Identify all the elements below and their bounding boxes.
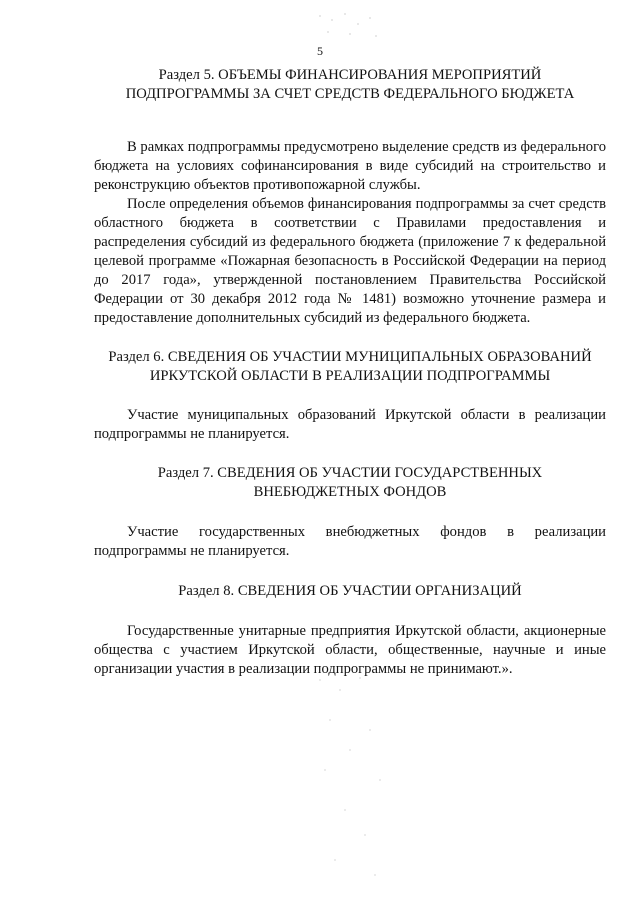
heading-line: Раздел 6. СВЕДЕНИЯ ОБ УЧАСТИИ МУНИЦИПАЛЬНЫХ ОБРАЗОВАНИЙ [108,349,592,365]
page-number: 5 [317,44,323,58]
section-5-heading [94,66,606,104]
section-6-heading [94,348,606,386]
heading-line: ВНЕБЮДЖЕТНЫХ ФОНДОВ [253,484,447,500]
section-6-paragraph: Участие муниципальных образований Иркутской области в реализации подпрограммы не планируется. [94,407,606,442]
section-8-heading [94,582,606,601]
section-7-heading [94,464,606,502]
section-8-paragraph: Государственные унитарные предприятия Иркутской области, акционерные общества с участием Иркутской области, общественные, научные и иные организации участия в реализации подпрограммы не принимают.». [94,623,606,677]
heading-line: Раздел 5. ОБЪЕМЫ ФИНАНСИРОВАНИЯ МЕРОПРИЯТИЙ [158,67,542,83]
stamp-mark-bottom [300,660,410,890]
heading-line: Раздел 8. СВЕДЕНИЯ ОБ УЧАСТИИ ОРГАНИЗАЦИЙ [178,583,522,599]
heading-line: ИРКУТСКОЙ ОБЛАСТИ В РЕАЛИЗАЦИИ ПОДПРОГРАММЫ [149,368,551,384]
document-body [94,66,606,679]
stamp-mark-top [310,6,390,46]
section-7-paragraph: Участие государственных внебюджетных фондов в реализации подпрограммы не планируется. [94,524,606,559]
heading-line: ПОДПРОГРАММЫ ЗА СЧЕТ СРЕДСТВ ФЕДЕРАЛЬНОГО БЮДЖЕТА [125,86,575,102]
heading-line: Раздел 7. СВЕДЕНИЯ ОБ УЧАСТИИ ГОСУДАРСТВЕННЫХ [157,465,543,481]
section-5-paragraph: После определения объемов финансирования подпрограммы за счет средств областного бюджета в соответствии с Правилами предоставления и распределения субсидий из федерального бюджета (приложение 7 к федеральной целевой программе «Пожарная безопасность в Российской Федерации на период до 2017 года», утвержденной постановлением Правительства Российской Федерации от 30 декабря 2012 года № 1481) возможно уточнение размера и предоставление дополнительных субсидий из федерального бюджета. [94,196,606,326]
section-5-paragraph: В рамках подпрограммы предусмотрено выделение средств из федерального бюджета на условиях софинансирования в виде субсидий на строительство и реконструкцию объектов противопожарной службы. [94,139,606,193]
